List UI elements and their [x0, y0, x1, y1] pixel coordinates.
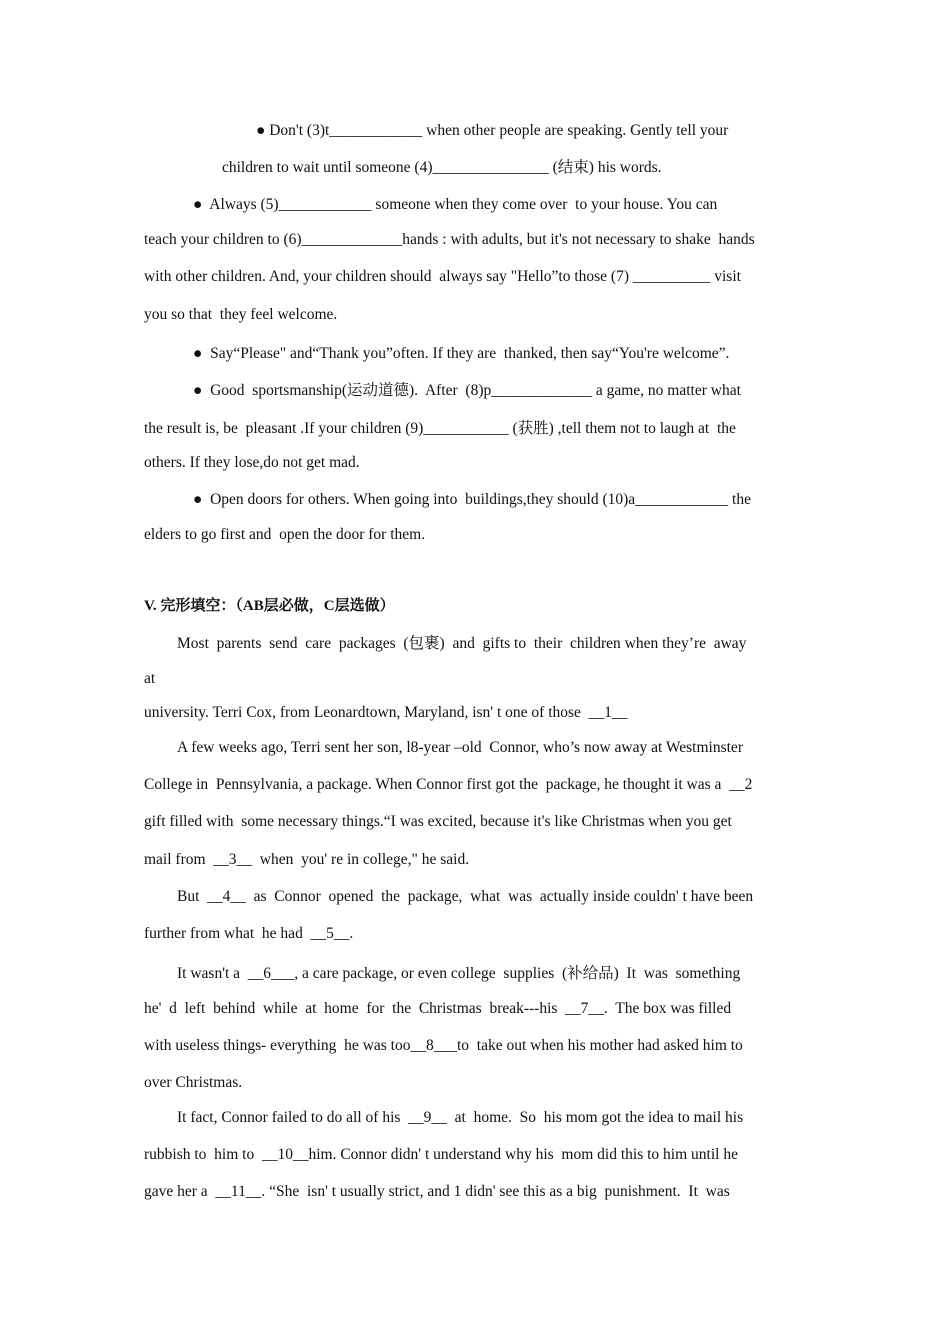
text-line: further from what he had __5__.	[144, 925, 354, 942]
section-heading: V. 完形填空：（AB层必做，C层选做）	[144, 598, 395, 614]
text-line: the result is, be pleasant .If your children (9)___________ (获胜) ,tell them not to laugh at the	[144, 420, 736, 437]
text-line: ● Say“Please" and“Thank you”often. If they are thanked, then say“You're welcome”.	[193, 345, 730, 362]
text-line: It fact, Connor failed to do all of his __9__ at home. So his mom got the idea to mail his	[177, 1109, 744, 1126]
text-line: with other children. And, your children should always say "Hello”to those (7) __________ visit	[144, 268, 741, 285]
text-line: rubbish to him to __10__him. Connor didn' t understand why his mom did this to him until he	[144, 1146, 738, 1163]
text-line: College in Pennsylvania, a package. When Connor first got the package, he thought it was a __2	[144, 776, 753, 793]
text-line: ● Don't (3)t____________ when other people are speaking. Gently tell your	[256, 122, 729, 139]
text-line: A few weeks ago, Terri sent her son, l8-year –old Connor, who’s now away at Westminster	[177, 739, 743, 756]
text-line: gift filled with some necessary things.“I was excited, because it's like Christmas when you get	[144, 813, 732, 830]
text-line: But __4__ as Connor opened the package, what was actually inside couldn' t have been	[177, 888, 754, 905]
text-line: you so that they feel welcome.	[144, 306, 338, 323]
text-line: with useless things- everything he was too__8___to take out when his mother had asked him to	[144, 1037, 743, 1054]
text-line: elders to go first and open the door for them.	[144, 526, 426, 543]
text-line: others. If they lose,do not get mad.	[144, 454, 360, 471]
text-line: ● Open doors for others. When going into buildings,they should (10)a____________ the	[193, 491, 751, 508]
text-line: children to wait until someone (4)_______________ (结束) his words.	[222, 159, 662, 176]
text-line: he' d left behind while at home for the Christmas break---his __7__. The box was filled	[144, 1000, 732, 1017]
text-line: mail from __3__ when you' re in college," he said.	[144, 851, 470, 868]
text-line: gave her a __11__. “She isn' t usually strict, and 1 didn' see this as a big punishment. It was	[144, 1183, 730, 1200]
text-line: university. Terri Cox, from Leonardtown, Maryland, isn' t one of those __1__	[144, 704, 628, 721]
text-line: It wasn't a __6___, a care package, or even college supplies (补给品) It was something	[177, 965, 741, 982]
text-line: Most parents send care packages (包裹) and gifts to their children when they’re away	[177, 635, 747, 652]
text-line: over Christmas.	[144, 1074, 243, 1091]
text-line: ● Always (5)____________ someone when they come over to your house. You can	[193, 196, 718, 213]
text-line: ● Good sportsmanship(运动道德). After (8)p_____________ a game, no matter what	[193, 382, 741, 399]
text-line: teach your children to (6)_____________hands : with adults, but it's not necessary to shake hands	[144, 231, 755, 248]
text-line: at	[144, 670, 156, 687]
